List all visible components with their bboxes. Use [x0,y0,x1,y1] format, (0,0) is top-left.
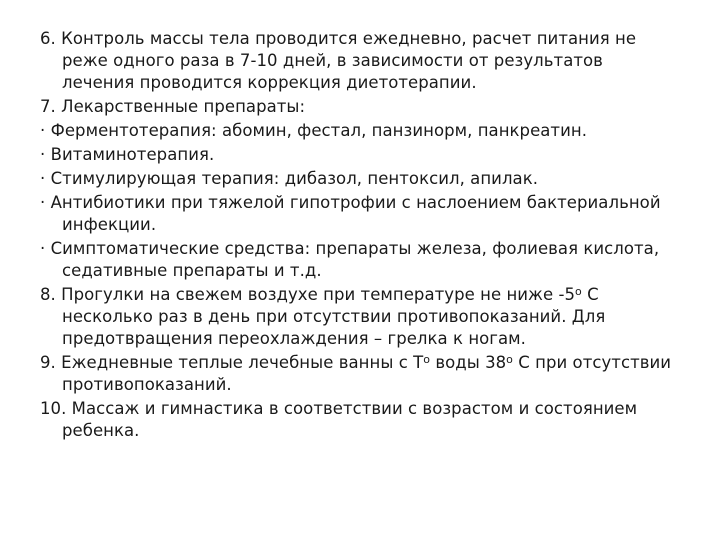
bullet-vitamin-therapy: · Витаминотерапия. [40,145,215,164]
item-7-medications: 7. Лекарственные препараты: [40,97,306,116]
item-6-weight-control: 6. Контроль массы тела проводится ежедневно, расчет питания не реже одного раза в 7-10 дней, в зависимости от результатов лечения проводится коррекция диетотерапии. [40,29,637,92]
bullet-symptomatic-agents: · Симптоматические средства: препараты железа, фолиевая кислота, седативные препараты и т.д. [40,239,660,280]
degree-mark: о [423,353,431,366]
bullet-enzyme-therapy: · Ферментотерапия: абомин, фестал, панзинорм, панкреатин. [40,121,588,140]
item-10-massage: 10. Массаж и гимнастика в соответствии с возрастом и состоянием ребенка. [40,399,638,440]
degree-mark: о [506,353,513,366]
item-9-text-before: 9. Ежедневные теплые лечебные ванны с Т [40,353,424,372]
item-9-text-middle: воды 38 [430,353,507,372]
item-9-baths [40,352,680,396]
degree-mark: о [575,285,582,298]
bullet-antibiotics: · Антибиотики при тяжелой гипотрофии с наслоением бактериальной инфекции. [40,193,661,234]
item-9-text-after: С при отсутствии противопоказаний. [62,353,672,394]
item-8-text-after: С несколько раз в день при отсутствии противопоказаний. Для предотвращения переохлаждения – грелка к ногам. [62,285,606,348]
item-8-walks [40,284,680,350]
bullet-stimulating-therapy: · Стимулирующая терапия: дибазол, пентоксил, апилак. [40,169,539,188]
item-8-text-before: 8. Прогулки на свежем воздухе при температуре не ниже -5 [40,285,576,304]
